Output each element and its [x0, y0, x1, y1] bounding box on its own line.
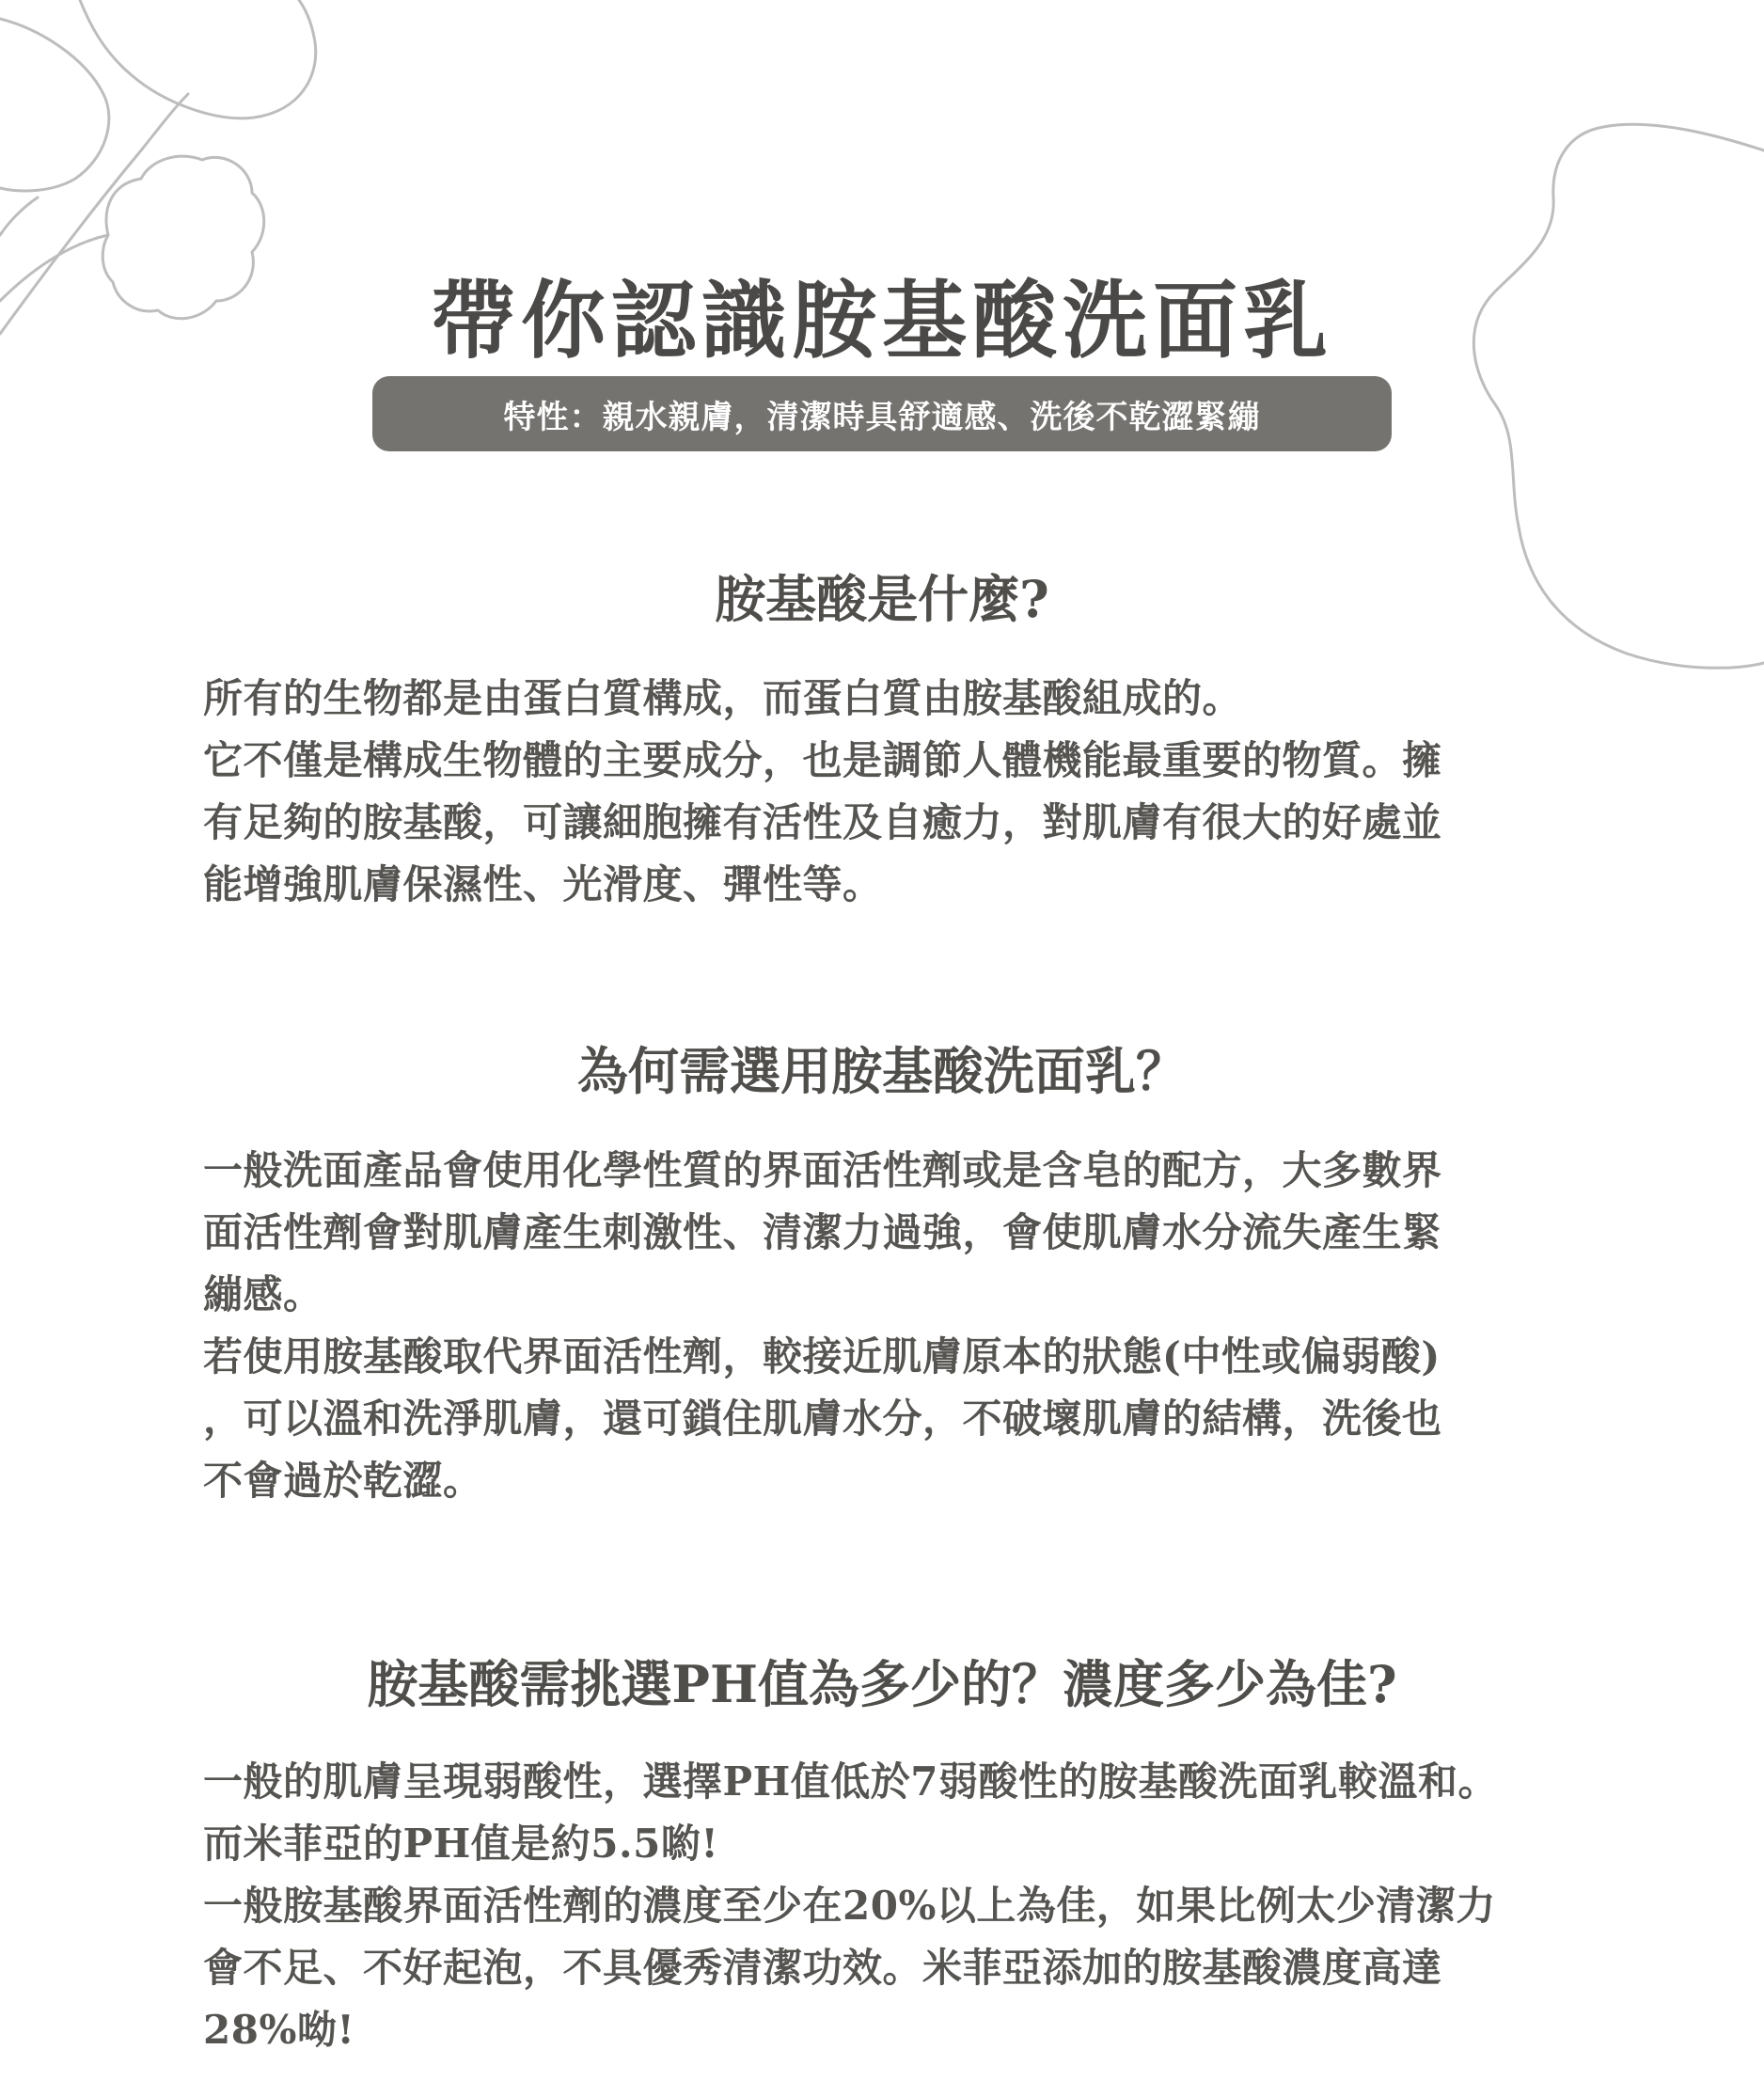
- body-line: 而米菲亞的PH值是約5.5喲!: [203, 1821, 719, 1867]
- body-line: 所有的生物都是由蛋白質構成，而蛋白質由胺基酸組成的。: [203, 675, 1243, 721]
- body-line: 一般的肌膚呈現弱酸性，選擇PH值低於7弱酸性的胺基酸洗面乳較溫和。: [203, 1758, 1498, 1805]
- body-line: 繃感。: [203, 1271, 323, 1317]
- body-line: 28%呦!: [203, 2007, 355, 2053]
- body-line: 不會過於乾澀。: [203, 1458, 483, 1504]
- page-title: 帶你認識胺基酸洗面乳: [431, 271, 1333, 370]
- section-body-why-choose: [203, 1140, 1561, 1512]
- body-line: 有足夠的胺基酸，可讓細胞擁有活性及自癒力，對肌膚有很大的好處並: [203, 799, 1442, 845]
- body-line: 會不足、不好起泡，不具優秀清潔功效。米菲亞添加的胺基酸濃度高達: [203, 1945, 1442, 1991]
- subtitle-text: 特性：親水親膚，清潔時具舒適感、洗後不乾澀緊繃: [503, 398, 1261, 436]
- body-line: ，可以溫和洗淨肌膚，還可鎖住肌膚水分，不破壞肌膚的結構，洗後也: [203, 1395, 1442, 1442]
- section-heading-ph-and-concentration: 胺基酸需挑選PH值為多少的？濃度多少為佳?: [367, 1654, 1397, 1714]
- section-heading-what-is-amino-acid: 胺基酸是什麼?: [715, 569, 1049, 629]
- section-body-what-is-amino-acid: [203, 668, 1561, 916]
- body-line: 它不僅是構成生物體的主要成分，也是調節人體機能最重要的物質。擁: [203, 737, 1442, 783]
- section-body-ph-and-concentration: [203, 1751, 1561, 2061]
- body-line: 若使用胺基酸取代界面活性劑，較接近肌膚原本的狀態(中性或偏弱酸): [203, 1333, 1441, 1379]
- subtitle-banner: [372, 376, 1392, 451]
- body-line: 一般胺基酸界面活性劑的濃度至少在20%以上為佳，如果比例太少清潔力: [203, 1883, 1496, 1929]
- body-line: 能增強肌膚保濕性、光滑度、彈性等。: [203, 861, 883, 907]
- body-line: 面活性劑會對肌膚產生刺激性、清潔力過強，會使肌膚水分流失產生緊: [203, 1209, 1442, 1255]
- body-line: 一般洗面產品會使用化學性質的界面活性劑或是含皂的配方，大多數界: [203, 1147, 1442, 1193]
- section-heading-why-choose: 為何需選用胺基酸洗面乳？: [577, 1041, 1187, 1101]
